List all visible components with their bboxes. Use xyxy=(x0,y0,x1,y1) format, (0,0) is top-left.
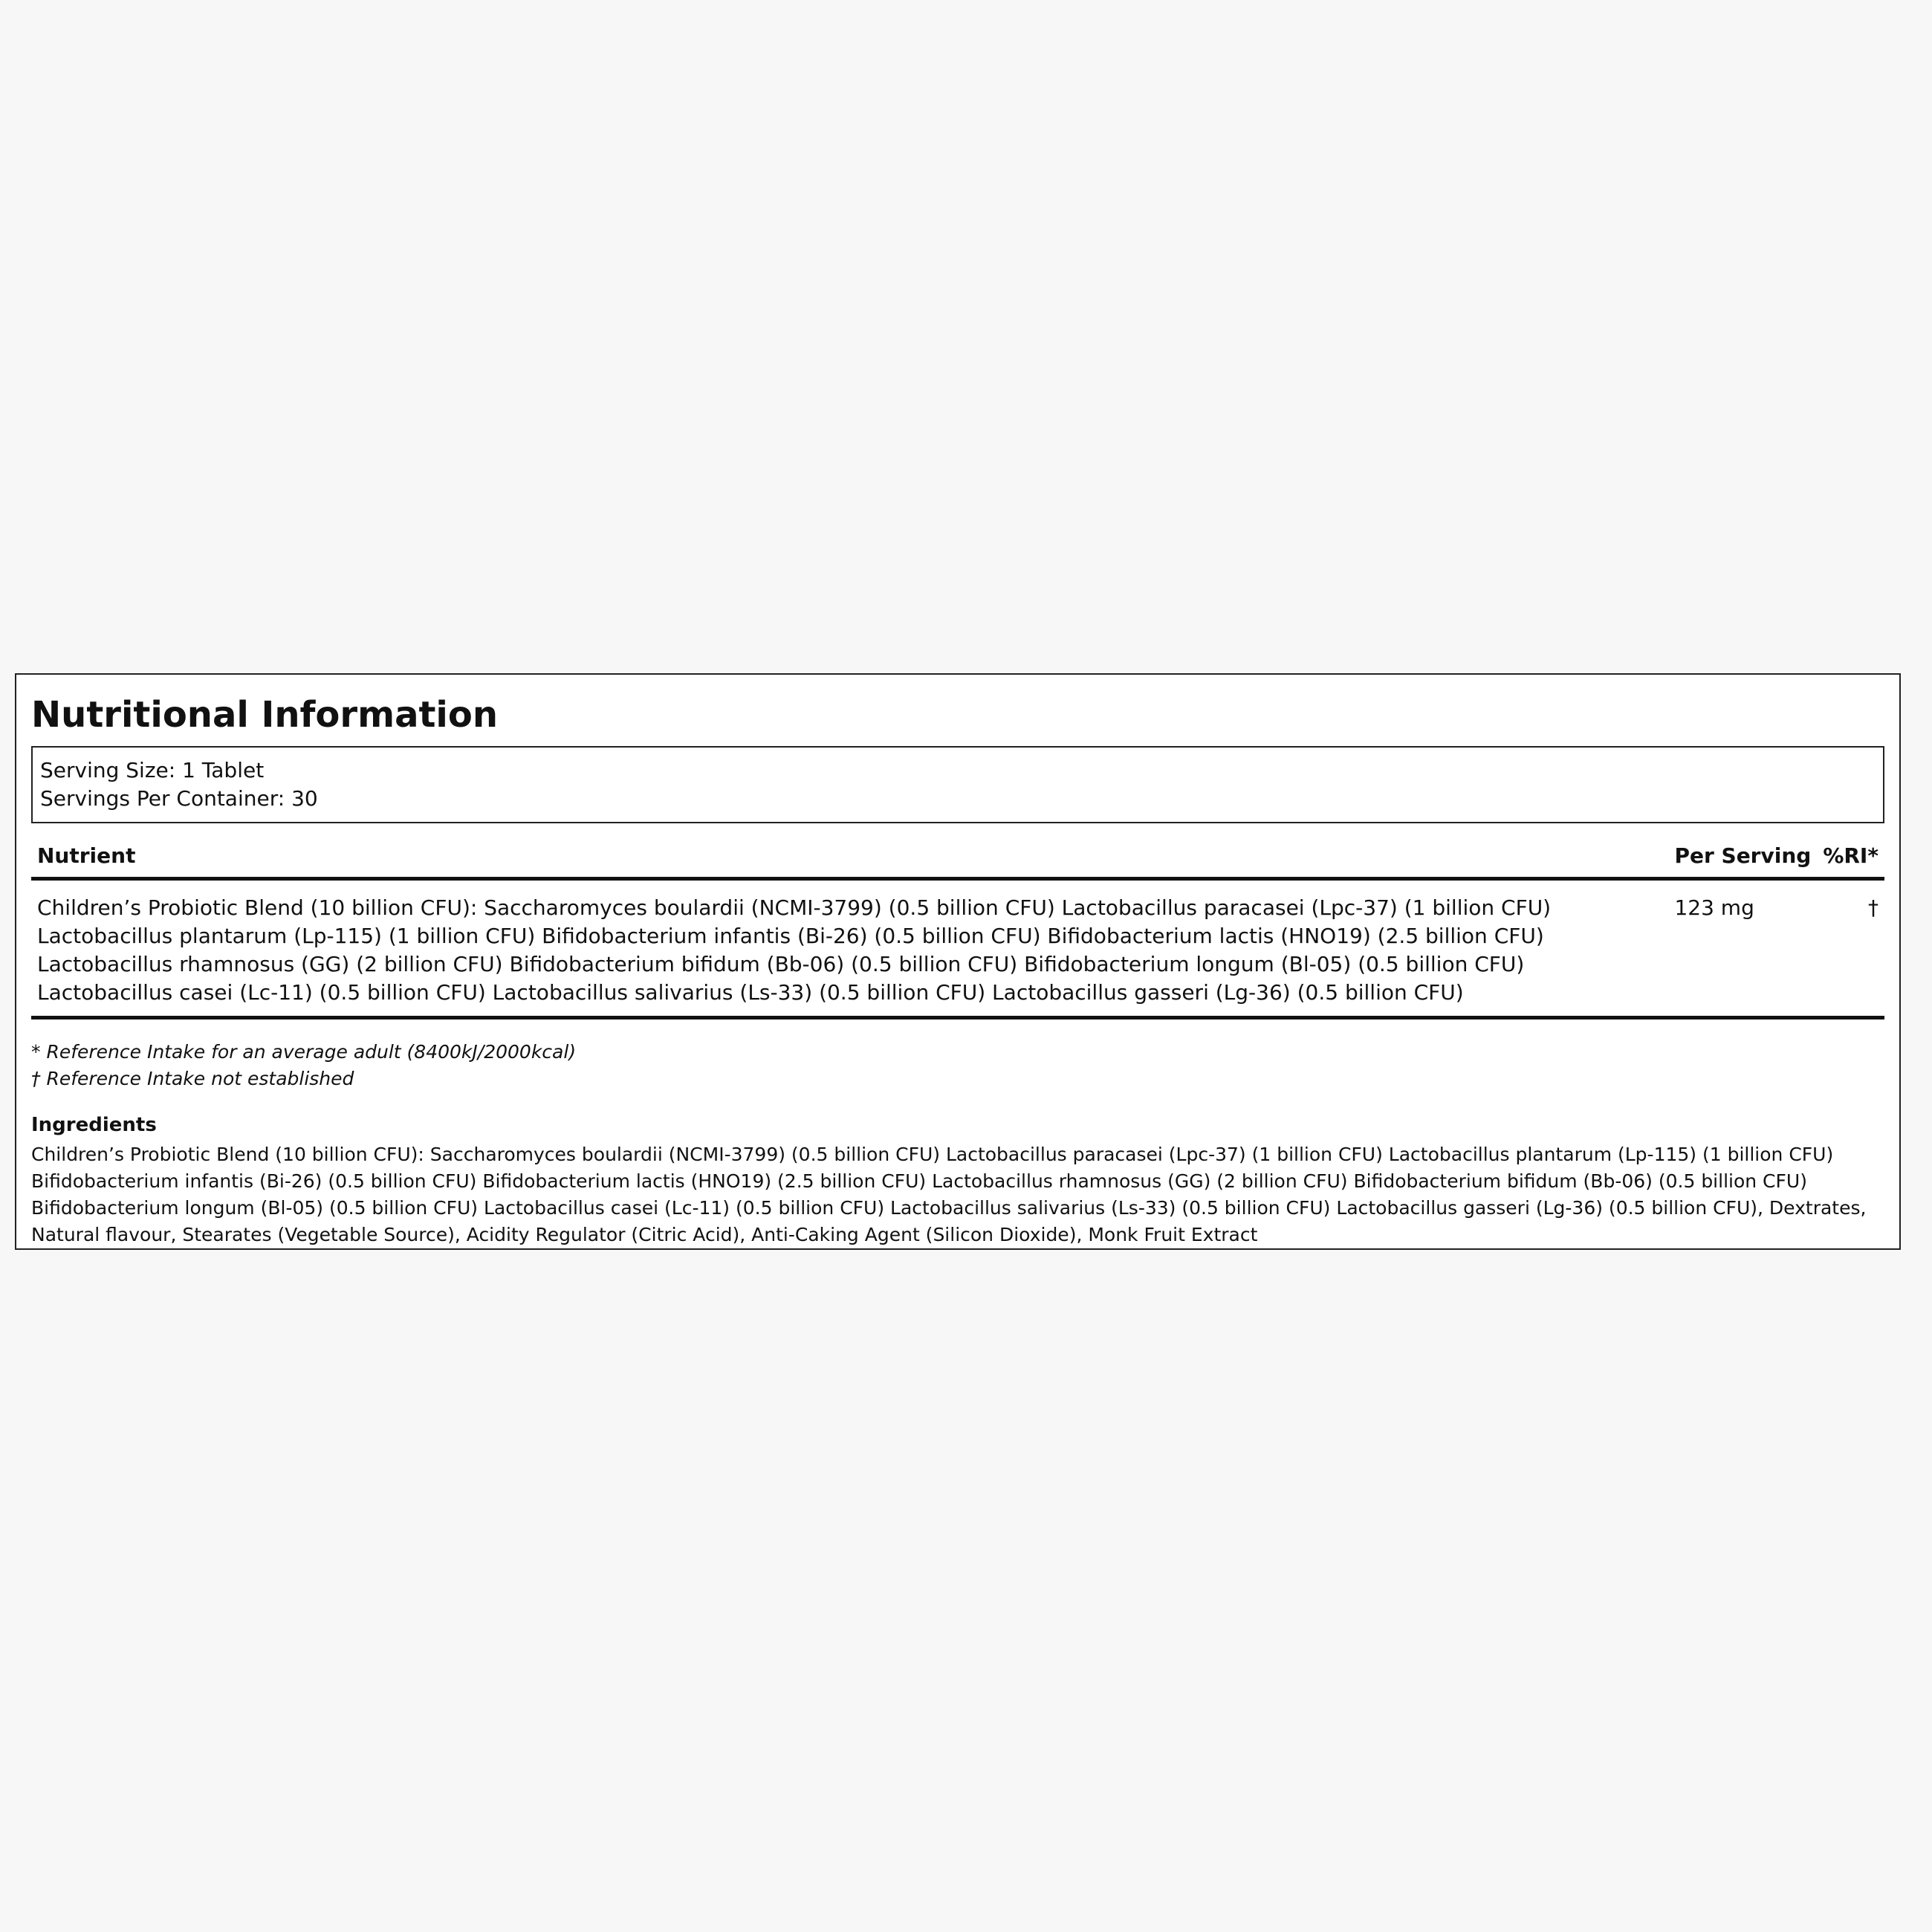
servings-per-container: Servings Per Container: 30 xyxy=(40,786,318,811)
table-header-row xyxy=(31,840,1884,879)
ingredients-title: Ingredients xyxy=(31,1114,157,1136)
serving-size: Serving Size: 1 Tablet xyxy=(40,758,265,782)
panel-title: Nutritional Information xyxy=(31,694,499,736)
nutrient-ri: † xyxy=(1817,879,1884,1018)
nutrient-name: Children’s Probiotic Blend (10 billion CFU): Saccharomyces boulardii (NCMI-3799) (0.5 billion CFU) Lactobacillus paracasei (Lpc-37) (1 billion CFU) Lactobacillus plantarum (Lp-115) (1 billion CFU) Bifidobacterium infantis (Bi-26) (0.5 billion CFU) Bifidobacterium lactis (HNO19) (2.5 billion CFU) Lactobacillus rhamnosus (GG) (2 billion CFU) Bifidobacterium bifidum (Bb-06) (0.5 billion CFU) Bifidobacterium longum (Bl-05) (0.5 billion CFU) Lactobacillus casei (Lc-11) (0.5 billion CFU) Lactobacillus salivarius (Ls-33) (0.5 billion CFU) Lactobacillus gasseri (Lg-36) (0.5 billion CFU) xyxy=(31,879,1668,1018)
nutrient-per-serving: 123 mg xyxy=(1668,879,1817,1018)
header-per-serving: Per Serving xyxy=(1668,840,1817,879)
ingredients-text: Children’s Probiotic Blend (10 billion CFU): Saccharomyces boulardii (NCMI-3799) (0.5 billion CFU) Lactobacillus paracasei (Lpc-37) (1 billion CFU) Lactobacillus plantarum (Lp-115) (1 billion CFU) Bifidobacterium infantis (Bi-26) (0.5 billion CFU) Bifidobacterium lactis (HNO19) (2.5 billion CFU) Lactobacillus rhamnosus (GG) (2 billion CFU) Bifidobacterium bifidum (Bb-06) (0.5 billion CFU) Bifidobacterium longum (Bl-05) (0.5 billion CFU) Lactobacillus casei (Lc-11) (0.5 billion CFU) Lactobacillus salivarius (Ls-33) (0.5 billion CFU) Lactobacillus gasseri (Lg-36) (0.5 billion CFU), Dextrates, Natural flavour, Stearates (Vegetable Source), Acidity Regulator (Citric Acid), Anti-Caking Agent (Silicon Dioxide), Monk Fruit Extract xyxy=(31,1144,1867,1245)
nutrition-panel xyxy=(15,673,1901,1250)
footnote-not-established: † Reference Intake not established xyxy=(31,1068,354,1089)
header-nutrient: Nutrient xyxy=(31,840,1668,879)
table-row xyxy=(31,879,1884,1018)
footnotes xyxy=(31,1039,1884,1092)
serving-info-box xyxy=(31,746,1884,823)
footnote-ri: * Reference Intake for an average adult (8400kJ/2000kcal) xyxy=(31,1041,577,1063)
header-ri: %RI* xyxy=(1817,840,1884,879)
nutrient-table xyxy=(31,840,1884,1020)
